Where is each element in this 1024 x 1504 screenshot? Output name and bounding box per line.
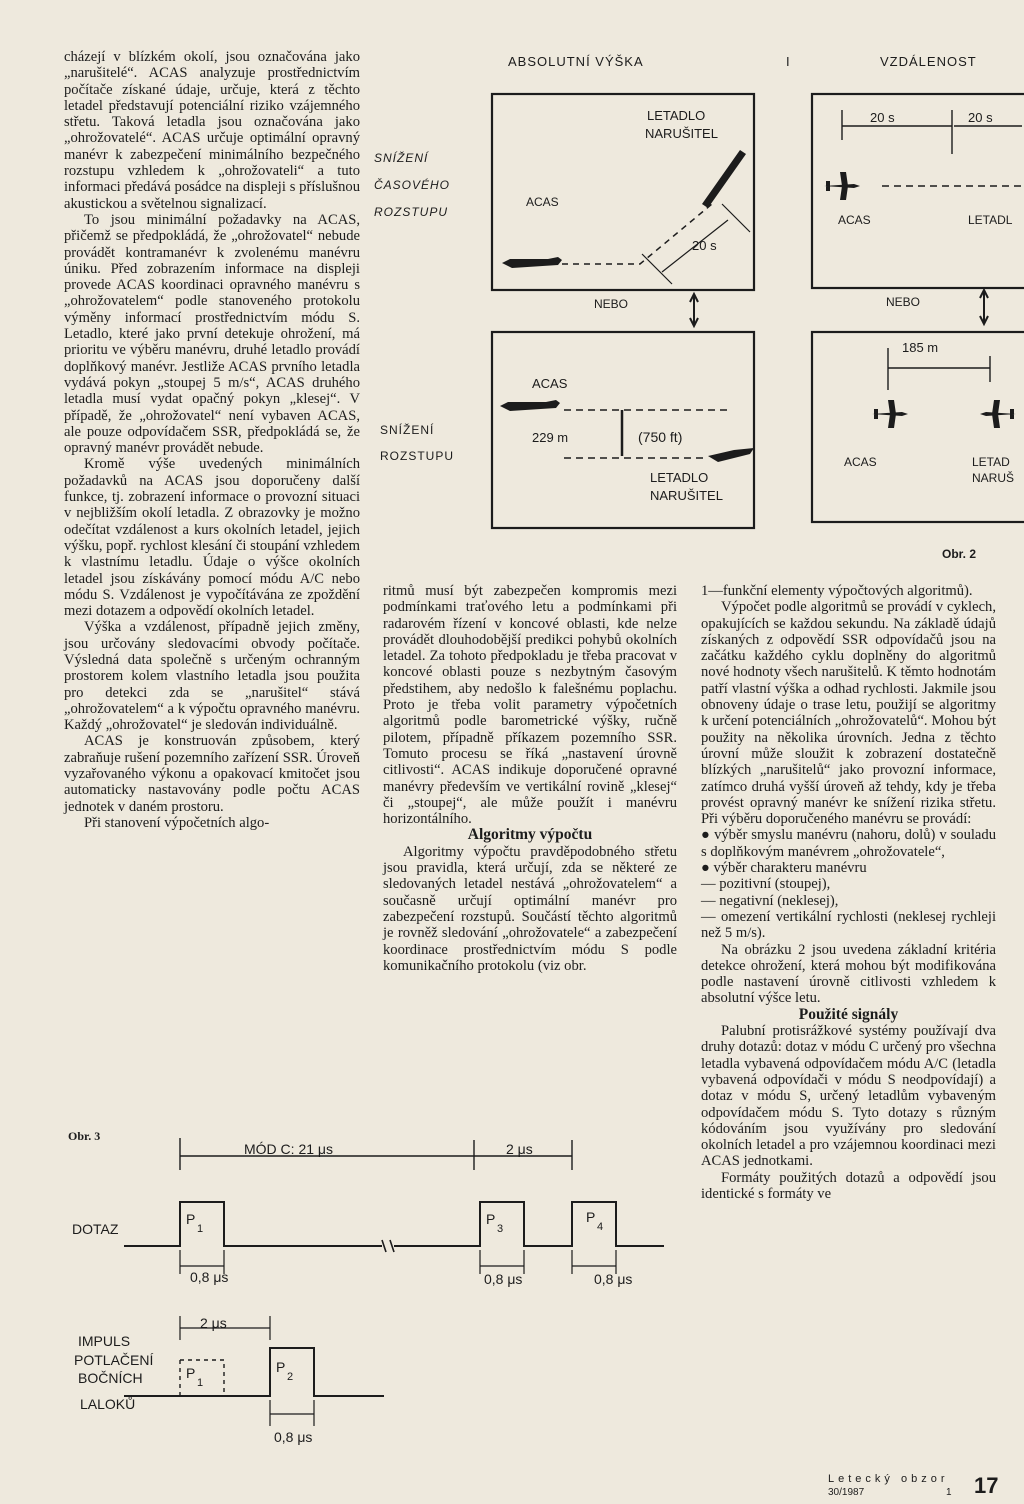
issue-number: 30/1987 [828, 1487, 865, 1498]
box3-time-1: 20 s [870, 110, 895, 125]
paragraph: Výpočet podle algoritmů se provádí v cyklech, opakujících se každou sekundu. Na základě údajů získaných z odpovědí SSR odpovídačů jsou na začátku každého cyklu doplněny do algoritmů nové hodnoty všech narušitelů. K těmto hodnotám patří vlastní výška a odhad rychlosti. Jakmile jsou obnoveny údaje o trase letu, použijí se algoritmy k určení potenciálních „ohrožovatelů“. Mohou být použity na několika úrovních. Jedna z těchto úrovní může sloužit k zobrazení dostatečně blízkých „narušitelů“ jako provozní informace, zatímco druhá vyšší úroveň až tehdy, kdy je třeba provést opravný manévr ke snížení rizika střetu. Při výběru doporučeného manévru se provádí: [701, 599, 996, 828]
label-dist-2: ROZSTUPU [380, 449, 454, 463]
section-heading: Použité signály [798, 1005, 899, 1023]
box-distance-distance [812, 332, 1024, 522]
box4-intruder-label-1: LETAD [972, 455, 1010, 469]
pulse-p1-dashed: P [186, 1365, 196, 1381]
paragraph: 1—funkční elementy výpočtových algoritmů). [701, 583, 973, 599]
suppression-label-3: BOČNÍCH [78, 1370, 143, 1386]
time-break-icon [382, 1240, 394, 1252]
figure-2-caption: Obr. 2 [942, 547, 977, 561]
box2-alt-ft: (750 ft) [638, 429, 683, 445]
box4-intruder-label-2: NARUŠ [972, 471, 1015, 485]
pulse-p1-dashed-sub: 1 [197, 1377, 204, 1389]
box4-acas-label: ACAS [844, 455, 877, 469]
box1-acas-plane-icon [502, 257, 562, 268]
paragraph: Palubní protisrážkové systémy používají dva druhy dotazů: dotaz v módu C určený pro všechna letadla vybavená odpovídačem módu A/C (letadla vybavená odpovídači v módu S neodpovídají) a dotaz v módu S, určený letadlům vybaveným odpovídačem módu S. Tyto dotazy s různým kódováním jsou využívány pro sledování okolních letadel a pro vzájemnou koordinaci mezi ACAS jednotkami. [701, 1023, 996, 1170]
text-column-right [701, 583, 996, 1202]
paragraph: ritmů musí být zabezpečen kompromis mezi podmínkami traťového letu a podmínkami při radarovém řízení v koncové oblasti, kde nelze provádět dlouhodobější predikci pohybů okolních letadel. Za tohoto předpokladu je třeba pracovat v koncové oblasti pouze s nezbytným časovým předstihem, aby nedošlo k falešnému poplachu. Proto je třeba volit parametry výpočetních algoritmů podle barometrické výšky, ručně pilotem, případně příkazem pozemního SSR. Tomuto procesu se říká „nastavení úrovně citlivosti“. ACAS indikuje doporučené opravné manévry především ve vertikální rovině „klesej“ či „stoupej“, ale může použít i manévru horizontálního. [383, 583, 677, 828]
pulse-p1: P [186, 1211, 196, 1227]
list-item: — omezení vertikální rychlosti (neklesej rychleji než 5 m/s). [701, 908, 996, 942]
box1-time-label: 20 s [692, 238, 717, 253]
width-p1: 0,8 μs [190, 1269, 229, 1285]
width-markers [180, 1250, 616, 1274]
list-item: ● výběr charakteru manévru [701, 860, 867, 877]
box2-acas-plane-icon [500, 400, 560, 411]
list-item: — negativní (neklesej), [701, 892, 839, 909]
box3-dimension-lines [842, 110, 1022, 154]
text-column-left [64, 49, 360, 831]
list-item: — pozitivní (stoupej), [701, 876, 831, 893]
paragraph: To jsou minimální požadavky na ACAS, přičemž se předpokládá, že „ohrožovatel“ nebude provádět kontramanévr k zvolenému manévru úniku. Před zobrazením informace na displeji provede ACAS koordinaci opravného manévru s „ohrožovatelem“ podle stanoveného protokolu výměny informací prostřednictvím módu S. Letadlo, které jako první detekuje ohrožení, má prioritu ve výběru manévru, druhé letadlo provádí doplňkový manévr. Jestliže ACAS prvního letadla vydává pokyn „stoupej 5 m/s“, ACAS druhého letadla musí vydat opačný pokyn „klesej“. V případě, že „ohrožovatel“ není vybaven ACAS, ale pouze odpovídačem SSR, předpokládá se, že opravný manévr provádět nebude. [64, 211, 360, 457]
paragraph: cházejí v blízkém okolí, jsou označována jako „narušitelé“. ACAS analyzuje prostřednictvím počítače získané údaje, určuje, která z těchto letadel představují potenciální riziko vzájemného střetu. Taková letadla jsou označována jako „ohrožovatelé“. ACAS určuje optimální opravný manévr k zabezpečení minimálního bezpečného rozstupu vzhledem k „ohrožovateli“ a tuto informaci předává posádce na displeji s příslušnou akustickou a světelnou signalizací. [64, 49, 360, 212]
paragraph: ACAS je konstruován způsobem, který zabraňuje rušení pozemního zařízení SSR. Úroveň vyzařovaného výkonu a opakovací kmitočet jsou automaticky nastavovány podle počtu ACAS jednotek v daném prostoru. [64, 733, 360, 815]
interrogation-pulse-train [124, 1202, 664, 1246]
header-altitude: ABSOLUTNÍ VÝŠKA [508, 54, 644, 69]
pulse-p3: P [486, 1211, 496, 1227]
width-p4: 0,8 μs [594, 1271, 633, 1287]
label-dist-1: SNÍŽENÍ [380, 423, 435, 437]
box3-acas-label: ACAS [838, 213, 871, 227]
paragraph: Při stanovení výpočetních algo- [84, 814, 270, 831]
label-time-1: SNÍŽENÍ [374, 151, 429, 165]
header-separator: I [786, 54, 791, 69]
box2-intruder-label-1: LETADLO [650, 470, 709, 485]
p2-width-marker [270, 1400, 314, 1426]
suppression-label-4: LALOKŮ [80, 1396, 136, 1412]
width-p2: 0,8 μs [274, 1429, 313, 1445]
section-heading: Algoritmy výpočtu [467, 826, 593, 844]
paragraph: Na obrázku 2 jsou uvedena základní kritéria detekce ohrožení, která mohou být modifikována podle nastavení úrovně citlivosti vzhledem k absolutní výšce letu. [701, 941, 996, 1007]
suppression-label-1: IMPULS [78, 1333, 131, 1349]
box2-alt-m: 229 m [532, 430, 569, 445]
paragraph: Výška a vzdálenost, případně jejich změny, jsou určovány sledovacími obvody počítače. Výsledná data společně s určeným ochranným prostorem kolem vlastního letadla jsou použita pro detekci zda se „narušitel“ stává „ohrožovatelem“ a k výpočtu opravného manévru. Každý „ohrožovatel“ je sledován individuálně. [64, 619, 360, 734]
gap-2us: 2 μs [200, 1315, 227, 1331]
text-column-middle [383, 583, 677, 974]
box4-distance: 185 m [902, 340, 939, 355]
pulse-p4: P [586, 1209, 596, 1225]
box4-intruder-plane-icon [980, 400, 1016, 428]
box4-acas-plane-icon [872, 400, 908, 428]
or-arrow-1-icon [690, 294, 698, 326]
figure-3-caption: Obr. 3 [68, 1129, 101, 1143]
paragraph: Formáty použitých dotazů a odpovědí jsou identické s formáty ve [701, 1169, 996, 1202]
list-item: ● výběr smyslu manévru (nahoru, dolů) v souladu s doplňkovým manévrem „ohrožovatele“, [701, 827, 996, 860]
label-time-2: ČASOVÉHO [374, 178, 451, 192]
pulse-p1-sub: 1 [197, 1223, 204, 1235]
label-time-3: ROZSTUPU [374, 205, 448, 219]
suppression-label-2: POTLAČENÍ [74, 1352, 154, 1368]
header-distance: VZDÁLENOST [880, 54, 977, 69]
paragraph: Algoritmy výpočtu pravděpodobného střetu jsou pravidla, která určují, zda se některé ze sledovaných letadel nestává „ohrožovatelem“ a současně určují optimální manévr pro zabezpečení rozstupů. Součástí těchto algoritmů je rovněž sledování „ohrožovatele“ a zabezpečení koordinace prostřednictvím módu S podle komunikačního protokolu (viz obr. [383, 843, 677, 974]
box1-acas-label: ACAS [526, 195, 559, 209]
box1-trajectory [562, 204, 712, 264]
pulse-p4-sub: 4 [597, 1221, 604, 1233]
suppression-pulse-train [124, 1348, 384, 1396]
pulse-p3-sub: 3 [497, 1223, 504, 1235]
box1-intruder-label-1: LETADLO [647, 108, 706, 123]
box3-intruder-label: LETADL [968, 213, 1013, 227]
pulse-p2: P [276, 1359, 286, 1375]
paragraph: Kromě výše uvedených minimálních požadavků na ACAS jsou doporučeny další funkce, tj. zobrazení informace o provozní situaci v nejbližším okolí letadla. Z obrazovky je možno odečítat vzdálenost a kurs okolních letadel, jejich výšku, popř. rychlost klesání či stoupání vzhledem k vlastnímu letadlu. Údaje o výšce okolních letadel jsou získávány pomocí módu A/C nebo módu S. Vzdálenost je vypočítávána ze zpoždění mezi dotazem a odpovědí okolních letadel. [64, 456, 360, 620]
box3-acas-plane-icon [824, 172, 860, 200]
journal-name: Letecký obzor [828, 1473, 949, 1485]
issue-part: 1 [946, 1487, 952, 1498]
or-label-1: NEBO [594, 297, 629, 311]
mode-c-label: MÓD C: 21 μs [244, 1141, 333, 1157]
maneuver-list [701, 827, 996, 941]
interval-2us-label: 2 μs [506, 1141, 533, 1157]
pulse-p2-sub: 2 [287, 1371, 294, 1383]
or-arrow-2-icon [980, 290, 988, 324]
dotaz-label: DOTAZ [72, 1221, 119, 1237]
box1-intruder-label-2: NARUŠITEL [645, 126, 718, 141]
box2-acas-label: ACAS [532, 376, 568, 391]
box1-intruder-plane-icon [702, 150, 746, 208]
page-number: 17 [974, 1473, 999, 1498]
or-label-2: NEBO [886, 295, 921, 309]
box2-intruder-plane-icon [708, 448, 754, 462]
box2-intruder-label-2: NARUŠITEL [650, 488, 723, 503]
figure-3-diagram [64, 1124, 684, 1464]
page-footer [828, 1473, 1003, 1503]
box3-time-2: 20 s [968, 110, 993, 125]
width-p3: 0,8 μs [484, 1271, 523, 1287]
figure-2-diagram [372, 44, 1024, 564]
